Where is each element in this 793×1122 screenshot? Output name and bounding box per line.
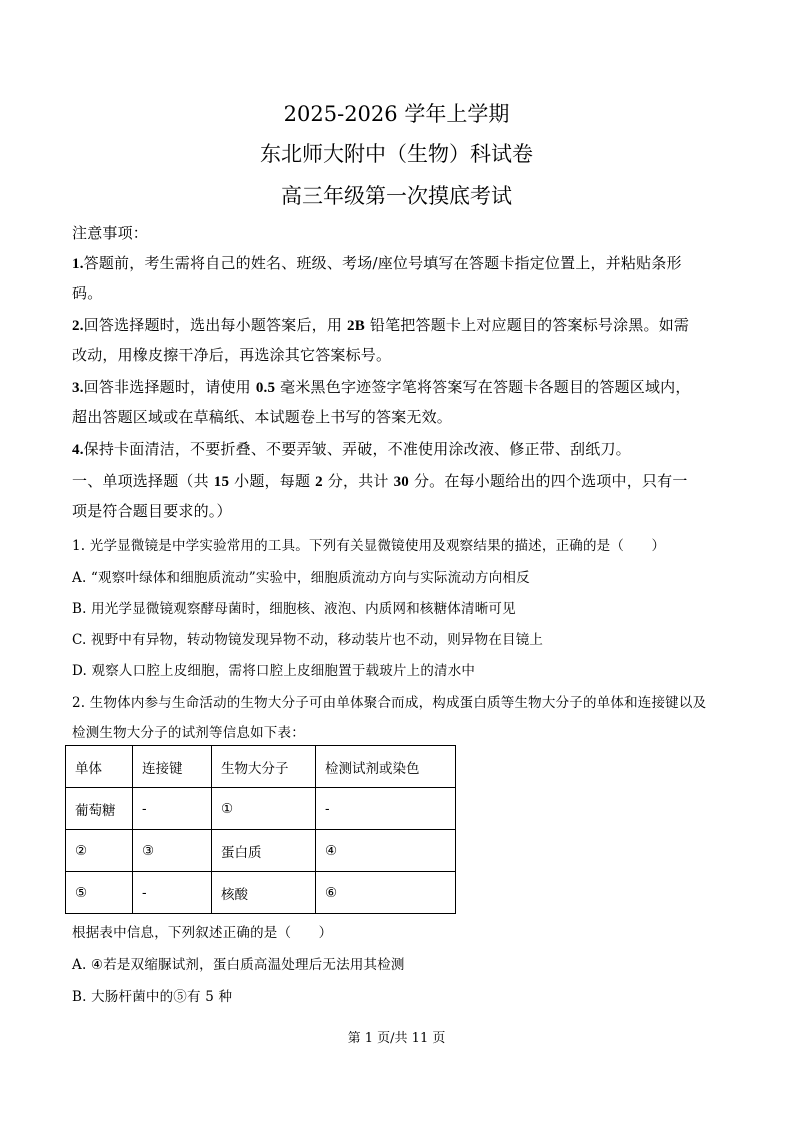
notice-item-1-cont: 码。: [72, 284, 103, 302]
notice-item-2-cont: 改动，用橡皮擦干净后，再选涂其它答案标号。: [72, 346, 392, 364]
exam-title: 高三年级第一次摸底考试: [281, 184, 512, 208]
table-cell: -: [133, 872, 212, 914]
table-row: [66, 830, 456, 872]
q2-option-a: A. ④若是双缩脲试剂，蛋白质高温处理后无法用其检测: [72, 957, 405, 973]
q2-option-b: B. 大肠杆菌中的⑤有 5 种: [72, 989, 233, 1005]
q1-option-c: C. 视野中有异物，转动物镜发现异物不动，移动装片也不动，则异物在目镜上: [72, 632, 544, 648]
q1-option-d: D. 观察人口腔上皮细胞，需将口腔上皮细胞置于载玻片上的清水中: [72, 663, 476, 679]
table-cell: ③: [133, 830, 212, 872]
table-cell: ①: [212, 788, 316, 830]
q2-stem: 2. 生物体内参与生命活动的生物大分子可由单体聚合而成，构成蛋白质等生物大分子的单体和连接键以及: [72, 695, 707, 711]
school-title: 东北师大附中（生物）科试卷: [260, 142, 533, 166]
table-row: [66, 788, 456, 830]
notice-item-2: [72, 314, 689, 335]
section-e: 分，共计: [322, 472, 394, 490]
table-header-cell: 单体: [66, 746, 133, 788]
notice-item-1: [72, 252, 682, 273]
notice-item-3-num: 3.: [72, 380, 84, 396]
q2-stem-cont: 检测生物大分子的试剂等信息如下表：: [72, 725, 305, 741]
section-heading: [72, 470, 688, 491]
notice-item-1-num: 1.: [72, 256, 84, 272]
q1-stem: 1. 光学显微镜是中学实验常用的工具。下列有关显微镜使用及观察结果的描述，正确的是（ ）: [72, 538, 666, 554]
term-title: 2025-2026 学年上学期: [283, 102, 510, 126]
section-heading-cont: 项是符合题目要求的。）: [72, 502, 232, 520]
table-cell: -: [133, 788, 212, 830]
section-c: 小题，每题: [229, 472, 316, 490]
table-header-cell: 生物大分子: [212, 746, 316, 788]
table-cell: 核酸: [212, 872, 316, 914]
table-row: [66, 872, 456, 914]
table-header-cell: 连接键: [133, 746, 212, 788]
table-cell: ⑥: [316, 872, 456, 914]
notice-item-2-num: 2.: [72, 318, 84, 334]
q1-option-b: B. 用光学显微镜观察酵母菌时，细胞核、液泡、内质网和核糖体清晰可见: [72, 601, 516, 617]
table-cell: 葡萄糖: [66, 788, 133, 830]
table-cell: -: [316, 788, 456, 830]
page-footer: 第 1 页/共 11 页: [347, 1031, 446, 1046]
table-header-cell: 检测试剂或染色: [316, 746, 456, 788]
notice-item-2-a: 回答选择题时，选出每小题答案后，用: [83, 316, 348, 334]
notice-item-2-pencil: 2B: [347, 318, 365, 334]
notice-heading: 注意事项：: [72, 224, 149, 242]
notice-item-3: [72, 376, 691, 397]
notice-item-3-mm: 0.5: [255, 380, 276, 396]
q2-question: 根据表中信息，下列叙述正确的是（ ）: [72, 925, 333, 941]
notice-item-3-cont: 超出答题区域或在草稿纸、本试题卷上书写的答案无效。: [72, 408, 453, 426]
notice-item-4-text: 保持卡面清洁，不要折叠、不要弄皱、弄破，不准使用涂改液、修正带、刮纸刀。: [83, 440, 631, 458]
table-cell: ④: [316, 830, 456, 872]
table-header-row: [66, 746, 456, 788]
notice-item-3-c: 毫米黑色字迹签字笔将答案写在答题卡各题目的答题区域内，: [275, 378, 691, 396]
notice-item-4-num: 4.: [72, 442, 84, 458]
table-cell: 蛋白质: [212, 830, 316, 872]
macromolecule-table: [65, 745, 456, 914]
section-a: 一、单项选择题（共: [72, 472, 214, 490]
section-count: 15: [213, 474, 230, 490]
notice-item-1-text: 答题前，考生需将自己的姓名、班级、考场/座位号填写在答题卡指定位置上，并粘贴条形: [83, 254, 682, 272]
notice-item-2-c: 铅笔把答题卡上对应题目的答案标号涂黑。如需: [364, 316, 690, 334]
section-g: 分。在每小题给出的四个选项中，只有一: [408, 472, 688, 490]
notice-item-3-a: 回答非选择题时，请使用: [83, 378, 256, 396]
table-cell: ②: [66, 830, 133, 872]
section-total: 30: [393, 474, 409, 490]
table-cell: ⑤: [66, 872, 133, 914]
section-points: 2: [315, 474, 323, 490]
q1-option-a: A. “观察叶绿体和细胞质流动”实验中，细胞质流动方向与实际流动方向相反: [72, 570, 530, 586]
notice-item-4: [72, 438, 631, 459]
